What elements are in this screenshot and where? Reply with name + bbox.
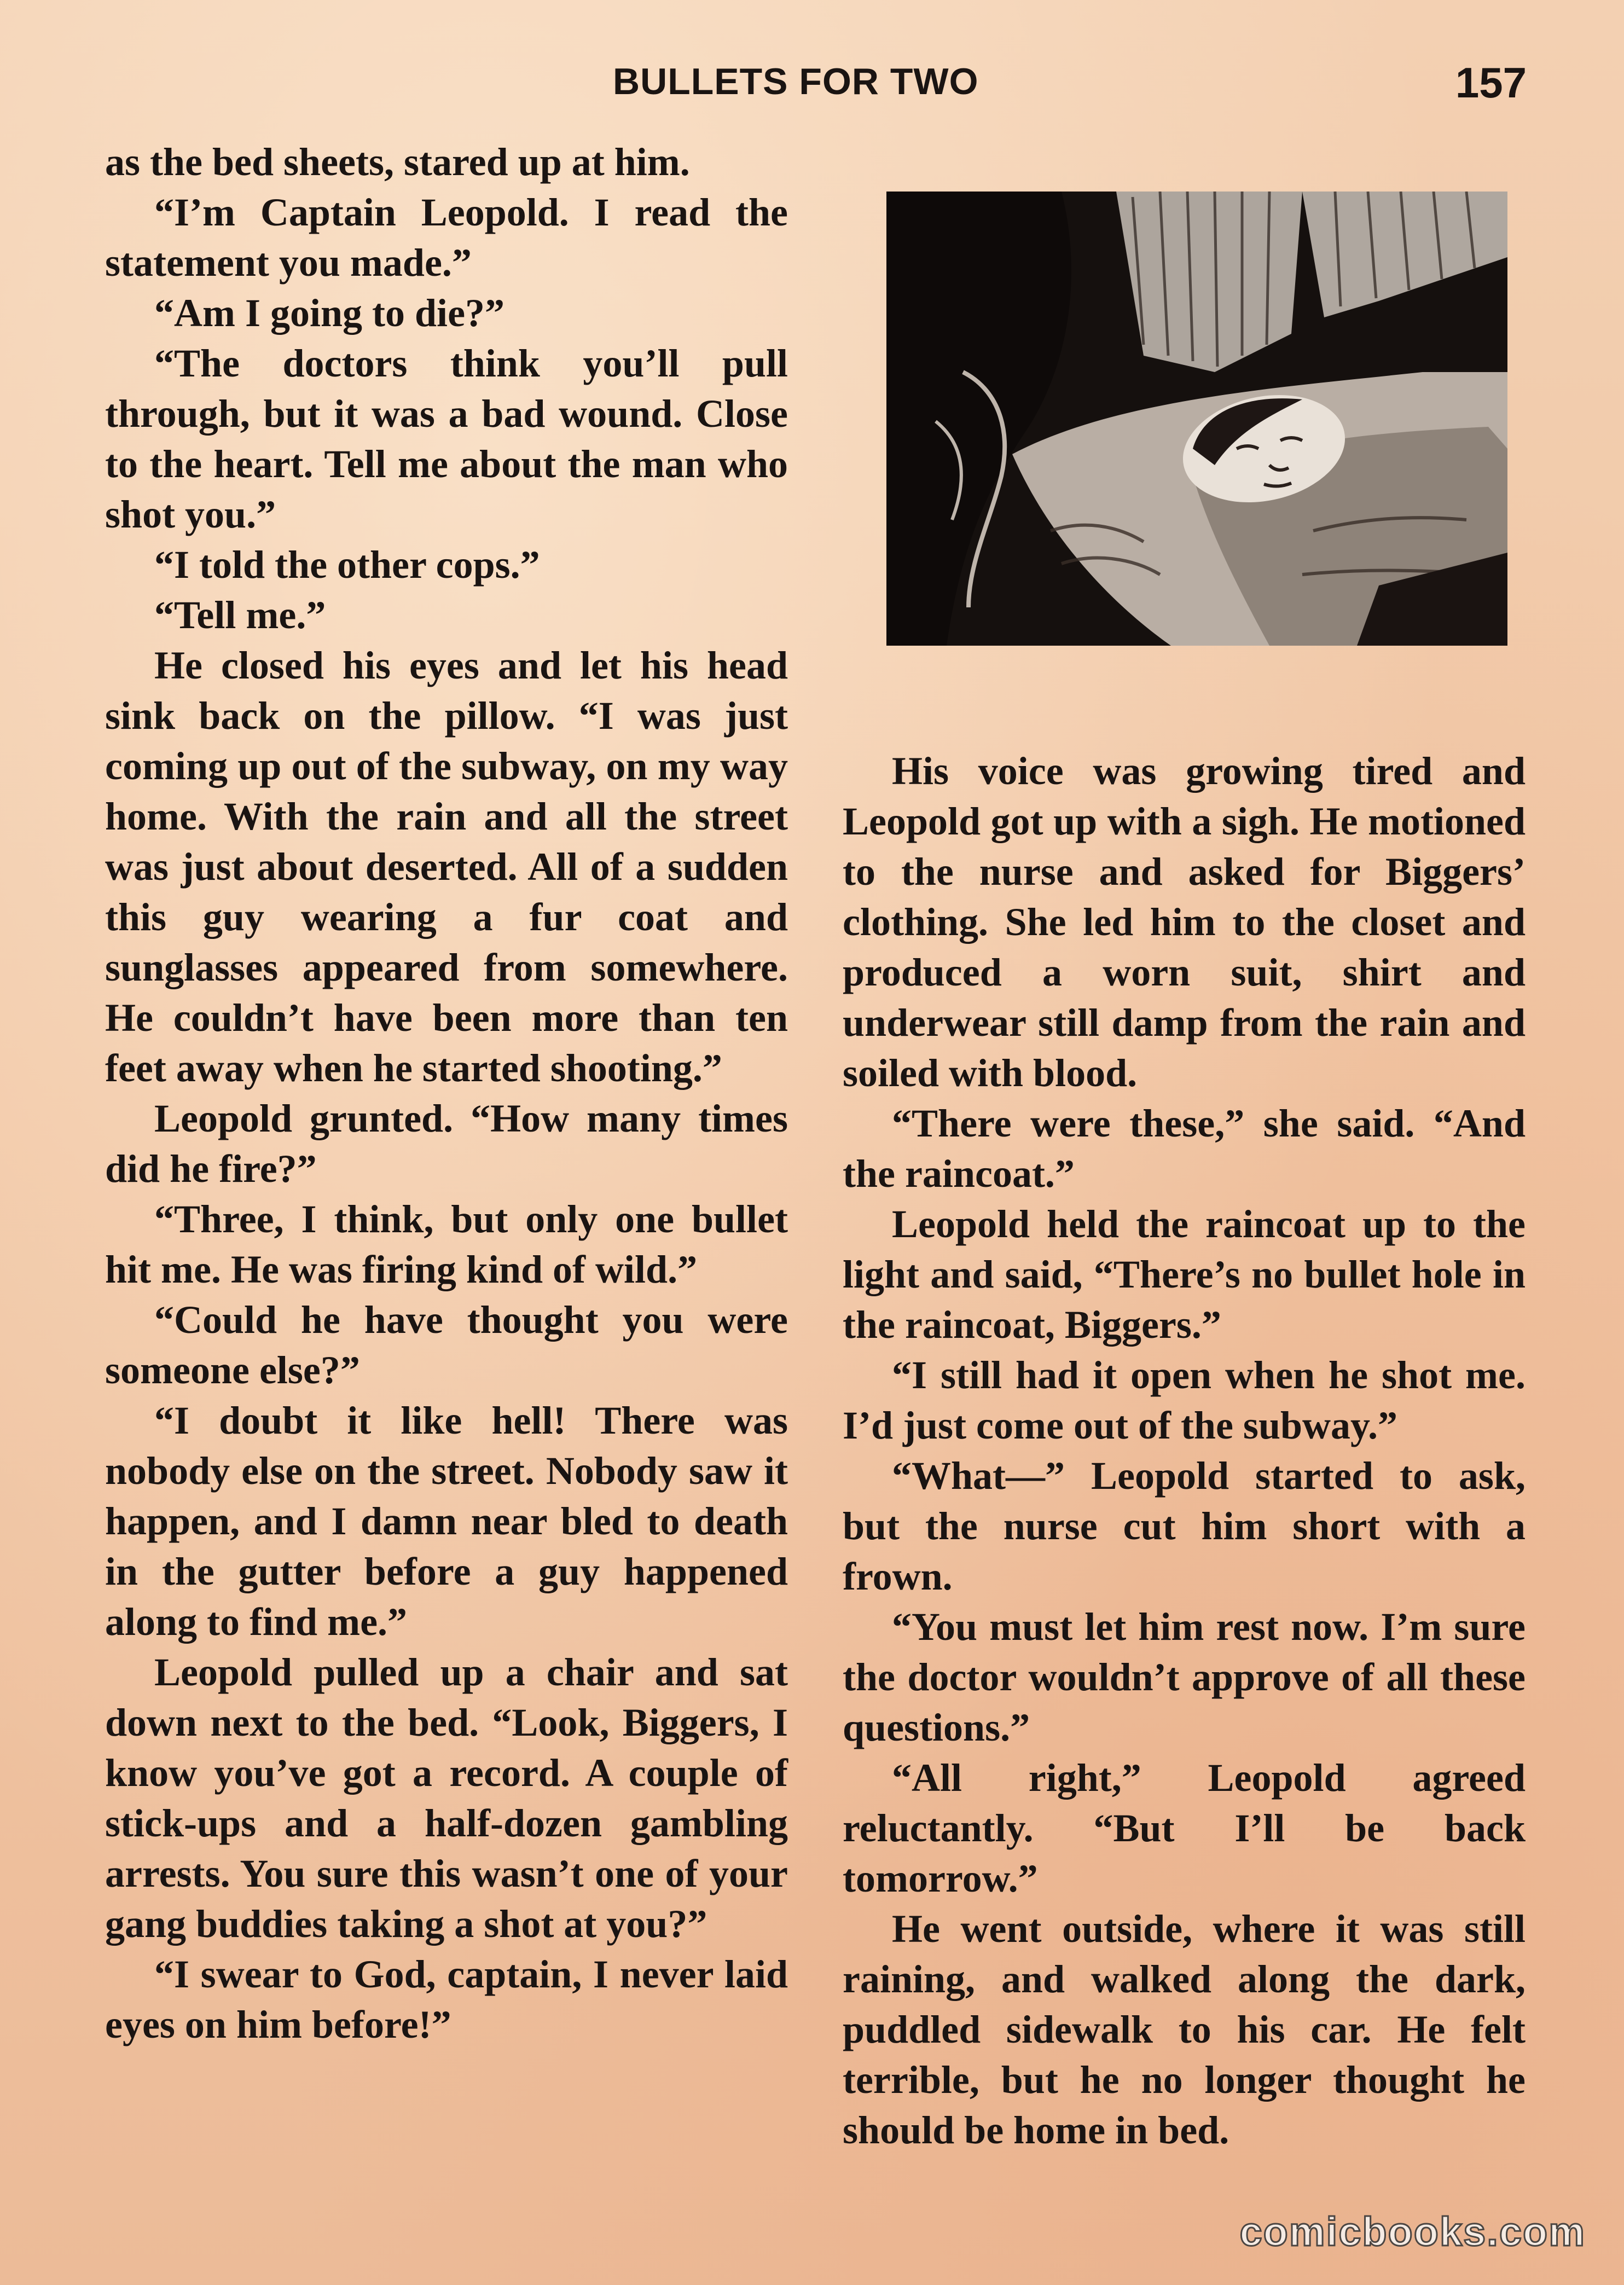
paragraph: “Three, I think, but only one bullet hit me. He was firing kind of wild.” <box>105 1197 788 1291</box>
paragraph: “The doctors think you’ll pull through, but it was a bad wound. Close to the heart. Tell me about the man who shot you.” <box>105 341 788 536</box>
paragraph: He closed his eyes and let his head sink back on the pillow. “I was just coming up out of the subway, on my way home. With the rain and all the street was just about deserted. All of a sudden this guy wearing a fur coat and sunglasses appeared from somewhere. He couldn’t have been more than ten feet away when he started shooting.” <box>105 643 788 1090</box>
paragraph: “Could he have thought you were someone else?” <box>105 1298 788 1392</box>
paragraph: “Am I going to die?” <box>154 291 505 335</box>
page-number: 157 <box>1455 59 1527 107</box>
paragraph: “What—” Leopold started to ask, but the nurse cut him short with a frown. <box>843 1454 1526 1598</box>
story-illustration <box>886 192 1507 646</box>
paragraph: “I’m Captain Leopold. I read the statement you made.” <box>105 190 788 285</box>
paragraph: “I doubt it like hell! There was nobody else on the street. Nobody saw it happen, and I damn near bled to death in the gutter before a guy happened along to find me.” <box>105 1399 788 1644</box>
paragraph: “You must let him rest now. I’m sure the doctor wouldn’t approve of all these questions.” <box>843 1605 1526 1749</box>
running-title: BULLETS FOR TWO <box>613 61 979 102</box>
paragraph: Leopold grunted. “How many times did he fire?” <box>105 1097 788 1191</box>
paragraph: “All right,” Leopold agreed reluctantly. “But I’ll be back tomorrow.” <box>843 1756 1526 1900</box>
paragraph: “I told the other cops.” <box>154 543 540 587</box>
paragraph: “I still had it open when he shot me. I’d just come out of the subway.” <box>843 1353 1526 1447</box>
paragraph: “Tell me.” <box>154 593 326 637</box>
left-text-column <box>105 137 788 2050</box>
right-text-column <box>843 746 1526 2155</box>
illustration-drawing <box>886 192 1507 646</box>
paragraph: Leopold held the raincoat up to the light and said, “There’s no bullet hole in the raincoat, Biggers.” <box>843 1202 1526 1347</box>
page-header <box>104 60 1527 109</box>
paragraph: Leopold pulled up a chair and sat down next to the bed. “Look, Biggers, I know you’ve got a record. A couple of stick-ups and a half-dozen gambling arrests. You sure this wasn’t one of your gang buddies taking a shot at you?” <box>105 1650 788 1946</box>
paragraph: He went outside, where it was still raining, and walked along the dark, puddled sidewalk to his car. He felt terrible, but he no longer thought he should be home in bed. <box>843 1907 1526 2152</box>
paragraph: “There were these,” she said. “And the raincoat.” <box>843 1101 1526 1196</box>
site-watermark: comicbooks.com <box>1239 2209 1586 2254</box>
paragraph: His voice was growing tired and Leopold got up with a sigh. He motioned to the nurse and asked for Biggers’ clothing. She led him to the closet and produced a worn suit, shirt and underwear still damp from the rain and soiled with blood. <box>843 749 1526 1095</box>
paragraph: as the bed sheets, stared up at him. <box>105 140 690 184</box>
paragraph: “I swear to God, captain, I never laid eyes on him before!” <box>105 1952 788 2046</box>
